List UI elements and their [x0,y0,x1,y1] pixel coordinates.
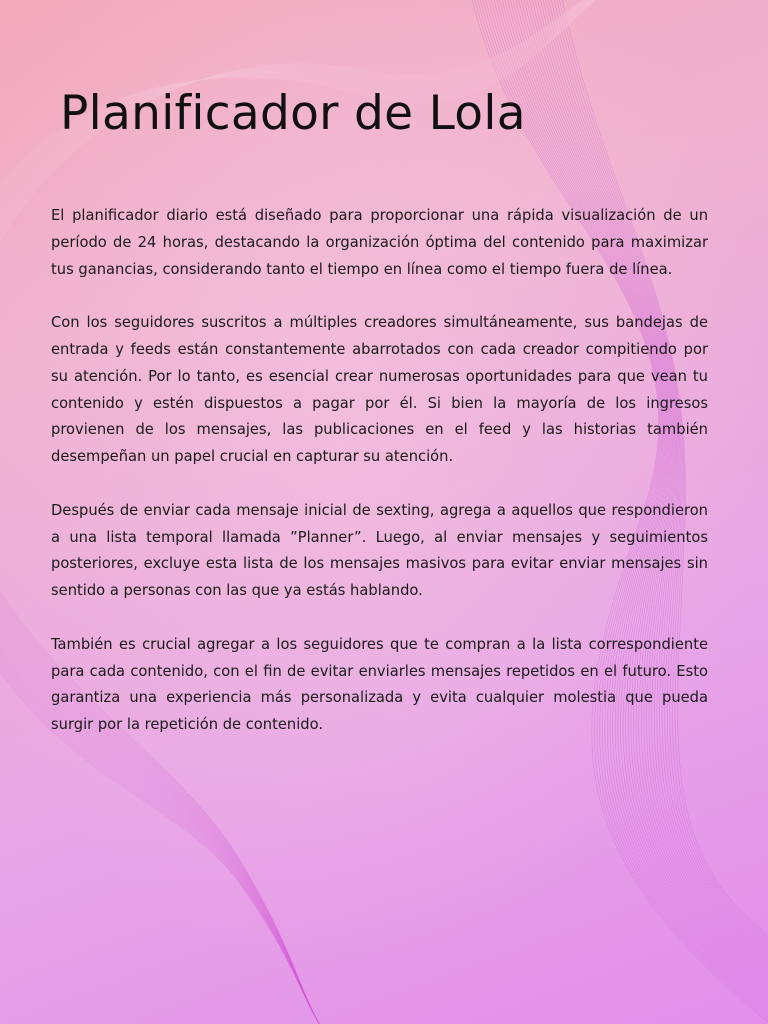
paragraph-4: También es crucial agregar a los seguidores que te compran a la lista correspondiente para cada contenido, con el fin de evitar enviarles mensajes repetidos en el futuro. Esto garantiza una experiencia más personalizada y evita cualquier molestia que pueda surgir por la repetición de contenido. [51,635,708,734]
paragraph-3: Después de enviar cada mensaje inicial de sexting, agrega a aquellos que respondieron a una lista temporal llamada ”Planner”. Luego, al enviar mensajes y seguimientos posteriores, excluye esta lista de los mensajes masivos para evitar enviar mensajes sin sentido a personas con las que ya estás hablando. [51,501,708,600]
body-text [51,203,708,766]
page-title: Planificador de Lola [60,86,526,141]
paragraph-2: Con los seguidores suscritos a múltiples creadores simultáneamente, sus bandejas de entrada y feeds están constantemente abarrotados con cada creador compitiendo por su atención. Por lo tanto, es esencial crear numerosas oportunidades para que vean tu contenido y estén dispuestos a pagar por él. Si bien la mayoría de los ingresos provienen de los mensajes, las publicaciones en el feed y las historias también desempeñan un papel crucial en capturar su atención. [51,314,708,466]
paragraph-1: El planificador diario está diseñado para proporcionar una rápida visualización de un período de 24 horas, destacando la organización óptima del contenido para maximizar tus ganancias, considerando tanto el tiempo en línea como el tiempo fuera de línea. [51,207,708,278]
